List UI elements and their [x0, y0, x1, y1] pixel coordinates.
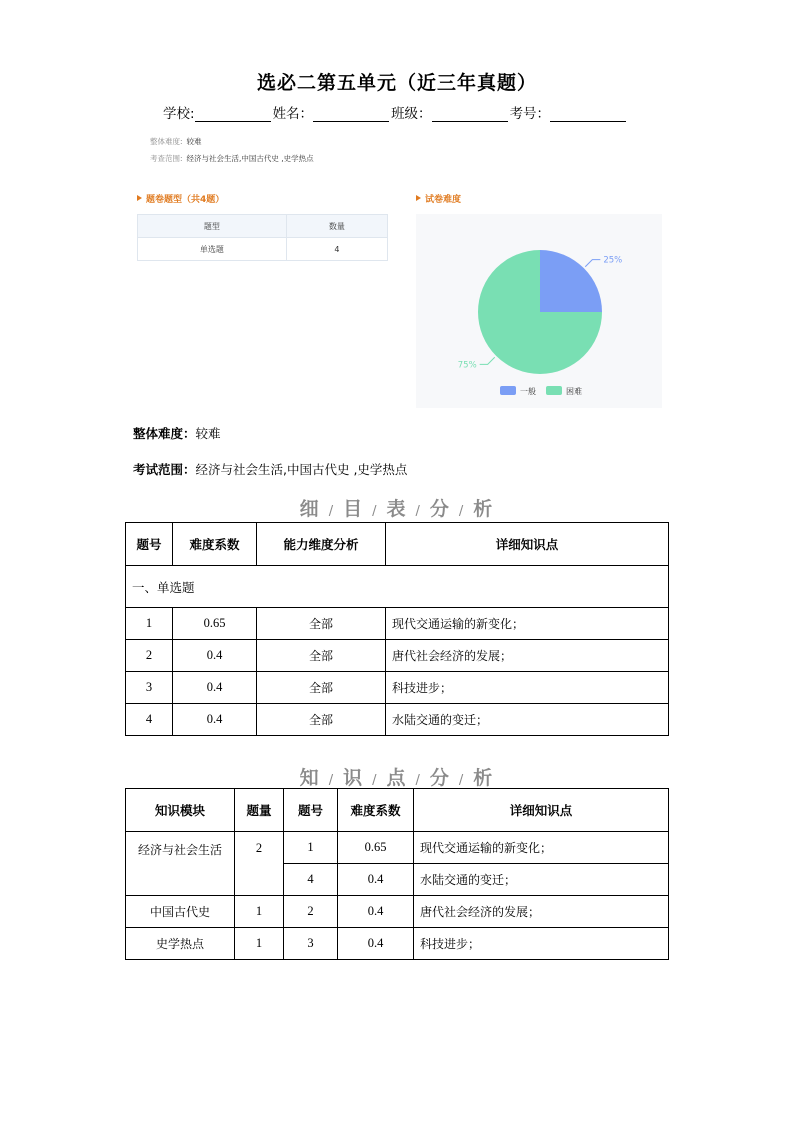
col-question-no: 题号 — [284, 789, 338, 832]
cell-point: 科技进步； — [414, 928, 669, 960]
cell-count: 2 — [235, 832, 284, 896]
cell-no: 2 — [284, 896, 338, 928]
school-label: 学校: — [163, 106, 195, 122]
pie-chart-svg — [416, 214, 662, 408]
cell-point: 现代交通运输的新变化； — [386, 608, 669, 640]
col-knowledge-point: 详细知识点 — [414, 789, 669, 832]
school-blank[interactable] — [195, 106, 271, 122]
cell-count: 4 — [286, 238, 387, 261]
cell-point: 现代交通运输的新变化； — [414, 832, 669, 864]
legend-label: 困难 — [566, 387, 582, 396]
cell-coef: 0.65 — [338, 832, 414, 864]
meta-scope-key: 考查范围: — [150, 154, 183, 163]
meta-difficulty-key: 整体难度: — [150, 137, 183, 146]
meta-scope-value: 经济与社会生活,中国古代史 ,史学热点 — [186, 154, 314, 163]
table-row — [126, 640, 669, 672]
knowledge-banner: 知 / 识 / 点 / 分 / 析 — [0, 763, 794, 790]
cell-coef: 0.4 — [173, 704, 257, 736]
col-type: 题型 — [138, 215, 287, 238]
pie-slices — [478, 250, 602, 374]
summary-difficulty — [133, 424, 221, 442]
banner-char: 识 — [343, 767, 365, 789]
pie-data-label: 75% — [457, 360, 477, 371]
cell-no: 4 — [126, 704, 173, 736]
table-header-row — [126, 523, 669, 566]
col-count: 数量 — [286, 215, 387, 238]
table-row — [138, 238, 388, 261]
cell-point: 唐代社会经济的发展； — [386, 640, 669, 672]
detail-table — [125, 522, 669, 736]
banner-char: 分 — [429, 767, 451, 789]
cell-no: 1 — [126, 608, 173, 640]
cell-no: 3 — [284, 928, 338, 960]
chart-heading — [416, 192, 461, 205]
cell-ability: 全部 — [257, 672, 386, 704]
cell-point: 科技进步； — [386, 672, 669, 704]
table-row — [126, 672, 669, 704]
banner-char: 知 — [299, 767, 321, 789]
summary-difficulty-value: 较难 — [195, 426, 221, 441]
summary-scope-value: 经济与社会生活,中国古代史 ,史学热点 — [195, 462, 408, 477]
col-difficulty: 难度系数 — [173, 523, 257, 566]
difficulty-chart — [416, 214, 662, 408]
triangle-icon — [416, 195, 421, 201]
cell-no: 2 — [126, 640, 173, 672]
cell-count: 1 — [235, 928, 284, 960]
table-row — [126, 832, 669, 864]
table-header-row — [126, 789, 669, 832]
pie-leader-line — [480, 357, 495, 364]
legend-swatch — [546, 386, 562, 395]
cell-coef: 0.4 — [173, 672, 257, 704]
table-row — [126, 896, 669, 928]
table-header-row — [138, 215, 388, 238]
triangle-icon — [137, 195, 142, 201]
cell-coef: 0.4 — [338, 864, 414, 896]
exam-number-label: 考号： — [509, 106, 551, 122]
col-question-no: 题号 — [126, 523, 173, 566]
name-blank[interactable] — [313, 106, 389, 122]
class-blank[interactable] — [432, 106, 508, 122]
name-label: 姓名： — [272, 106, 314, 122]
question-types-heading — [137, 192, 224, 205]
pie-data-label: 25% — [603, 255, 623, 266]
question-types-heading-text: 题卷题型（共4题） — [146, 195, 225, 205]
banner-char: 分 — [429, 498, 451, 520]
summary-scope-label: 考试范围： — [133, 462, 196, 477]
banner-char: 目 — [343, 498, 365, 520]
banner-char: 点 — [386, 767, 408, 789]
table-row — [126, 704, 669, 736]
cell-point: 水陆交通的变迁； — [386, 704, 669, 736]
cell-ability: 全部 — [257, 704, 386, 736]
section-label: 一、单选题 — [126, 566, 669, 608]
cell-count: 1 — [235, 896, 284, 928]
cell-coef: 0.4 — [173, 640, 257, 672]
col-ability: 能力维度分析 — [257, 523, 386, 566]
cell-type: 单选题 — [138, 238, 287, 261]
table-row — [126, 928, 669, 960]
banner-char: 析 — [473, 498, 495, 520]
legend-label: 一般 — [520, 387, 536, 396]
cell-coef: 0.4 — [338, 928, 414, 960]
col-module: 知识模块 — [126, 789, 235, 832]
pie-legend — [500, 386, 582, 396]
section-row — [126, 566, 669, 608]
summary-scope — [133, 460, 407, 478]
knowledge-table — [125, 788, 669, 960]
cell-module: 中国古代史 — [126, 896, 235, 928]
cell-ability: 全部 — [257, 608, 386, 640]
col-knowledge-point: 详细知识点 — [386, 523, 669, 566]
cell-no: 3 — [126, 672, 173, 704]
cell-no: 1 — [284, 832, 338, 864]
cell-module: 史学热点 — [126, 928, 235, 960]
cell-coef: 0.65 — [173, 608, 257, 640]
cell-point: 水陆交通的变迁； — [414, 864, 669, 896]
exam-number-blank[interactable] — [550, 106, 626, 122]
banner-char: 细 — [299, 498, 321, 520]
cell-coef: 0.4 — [338, 896, 414, 928]
cell-point: 唐代社会经济的发展； — [414, 896, 669, 928]
class-label: 班级： — [391, 106, 432, 122]
meta-difficulty — [150, 136, 202, 147]
meta-scope — [150, 153, 314, 164]
page-title: 选必二第五单元（近三年真题） — [256, 72, 537, 94]
summary-difficulty-label: 整体难度： — [133, 426, 196, 441]
detail-banner: 细 / 目 / 表 / 分 / 析 — [0, 494, 794, 521]
question-types-table — [137, 214, 388, 261]
chart-title: 试卷难度 — [425, 195, 462, 205]
table-row — [126, 608, 669, 640]
banner-char: 析 — [473, 767, 495, 789]
student-info-line — [163, 102, 628, 122]
banner-char: 表 — [386, 498, 408, 520]
meta-difficulty-value: 较难 — [186, 137, 202, 146]
pie-leader-line — [585, 260, 600, 267]
cell-ability: 全部 — [257, 640, 386, 672]
cell-module: 经济与社会生活 — [126, 832, 235, 896]
legend-swatch — [500, 386, 516, 395]
col-count: 题量 — [235, 789, 284, 832]
col-difficulty: 难度系数 — [338, 789, 414, 832]
cell-no: 4 — [284, 864, 338, 896]
